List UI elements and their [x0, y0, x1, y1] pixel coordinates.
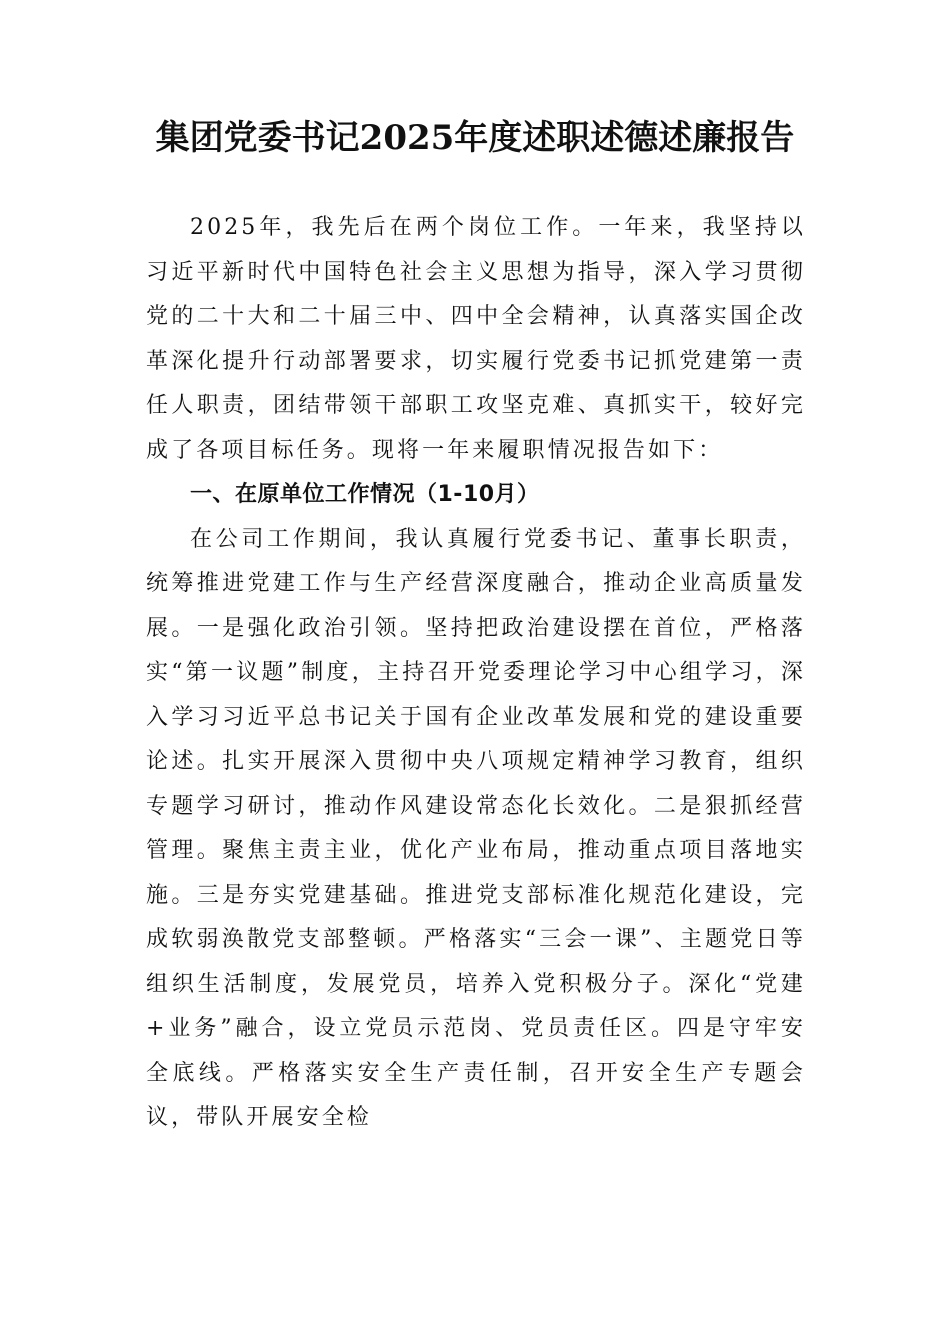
document-body [146, 206, 806, 1141]
section-1-heading: 一、在原单位工作情况（1-10月） [190, 482, 540, 507]
document-title: 集团党委书记2025年度述职述德述廉报告 [155, 118, 795, 158]
intro-paragraph: 2025年，我先后在两个岗位工作。一年来，我坚持以习近平新时代中国特色社会主义思想为指导，深入学习贯彻党的二十大和二十届三中、四中全会精神，认真落实国企改革深化提升行动部署要求，切实履行党委书记抓党建第一责任人职责，团结带领干部职工攻坚克难、真抓实干，较好完成了各项目标任务。现将一年来履职情况报告如下： [146, 215, 806, 463]
section-1-paragraph: 在公司工作期间，我认真履行党委书记、董事长职责，统筹推进党建工作与生产经营深度融合，推动企业高质量发展。一是强化政治引领。坚持把政治建设摆在首位，严格落实“第一议题”制度，主持召开党委理论学习中心组学习，深入学习习近平总书记关于国有企业改革发展和党的建设重要论述。扎实开展深入贯彻中央八项规定精神学习教育，组织专题学习研讨，推动作风建设常态化长效化。二是狠抓经营管理。聚焦主责主业，优化产业布局，推动重点项目落地实施。三是夯实党建基础。推进党支部标准化规范化建设，完成软弱涣散党支部整顿。严格落实“三会一课”、主题党日等组织生活制度，发展党员，培养入党积极分子。深化“党建+业务”融合，设立党员示范岗、党员责任区。四是守牢安全底线。严格落实安全生产责任制，召开安全生产专题会议，带队开展安全检 [146, 526, 806, 1130]
